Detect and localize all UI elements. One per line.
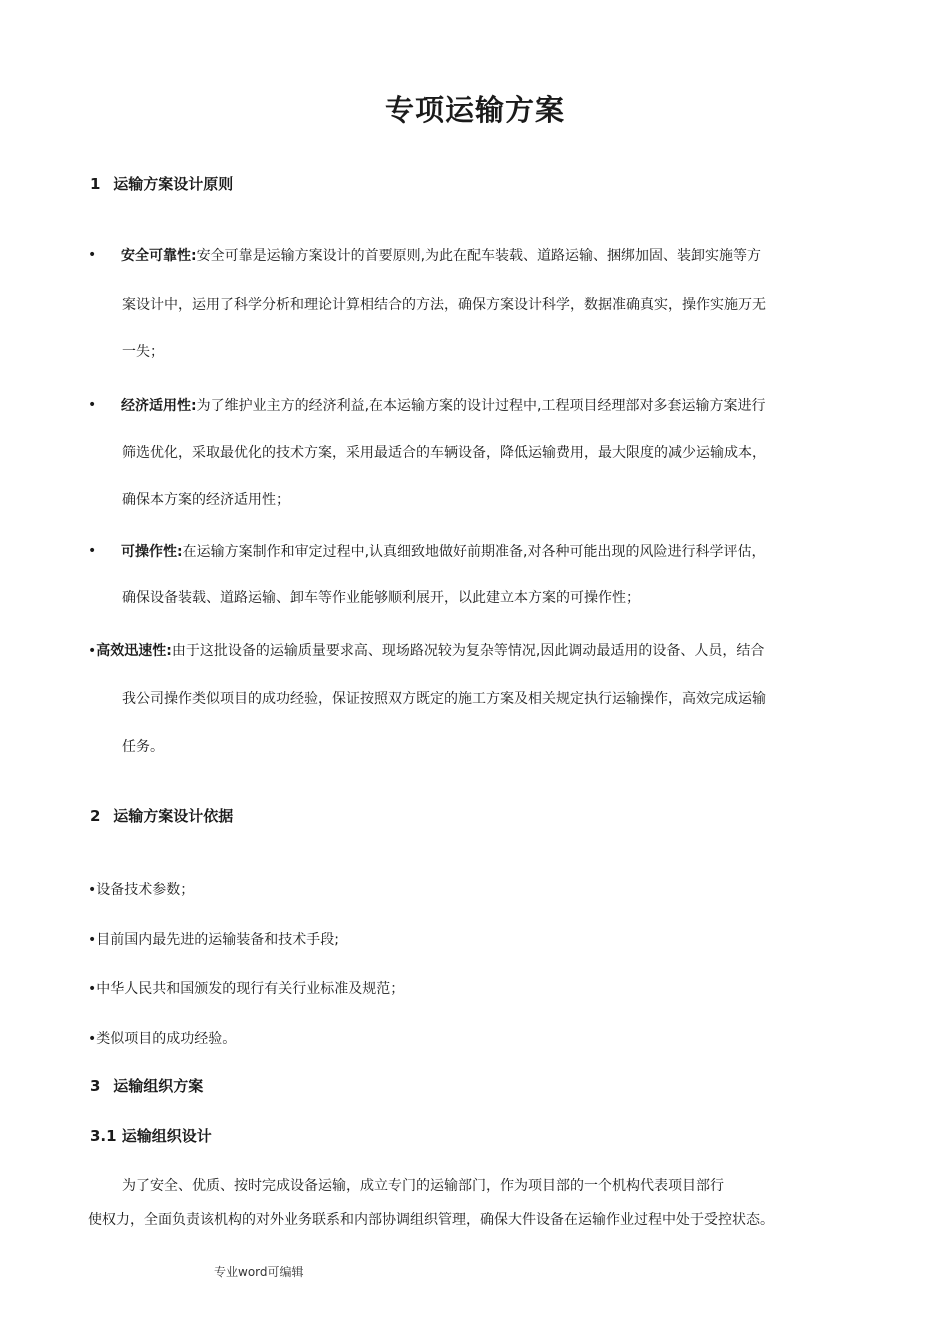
section-number: 3 [90,1077,101,1095]
principle-item-economy [121,395,766,415]
principle-text-line: 筛选优化，采取最优化的技术方案，采用最适合的车辆设备，降低运输费用，最大限度的减少运输成本， [122,445,766,461]
basis-item: •类似项目的成功经验。 [88,1031,237,1047]
principle-text: 为了维护业主方的经济利益,在本运输方案的设计过程中,工程项目经理部对多套运输方案进行 [196,398,766,414]
principle-label: 可操作性: [121,544,183,560]
basis-item: •中华人民共和国颁发的现行有关行业标准及规范； [88,981,405,997]
principle-text-line: 案设计中，运用了科学分析和理论计算相结合的方法，确保方案设计科学，数据准确真实，操作实施万无 [122,297,766,313]
principle-label: 安全可靠性: [121,248,197,264]
basis-item: •设备技术参数； [88,882,195,898]
section-title: 运输组织方案 [113,1077,204,1095]
principle-item-operability [121,541,766,561]
section-number: 1 [90,175,101,193]
bullet-dot: • [88,643,97,659]
section-1-heading [90,173,233,194]
bullet-dot: • [88,397,97,413]
principle-text-line: 确保本方案的经济适用性； [122,492,290,508]
principle-text-line: 我公司操作类似项目的成功经验，保证按照双方既定的施工方案及相关规定执行运输操作，高效完成运输 [122,691,766,707]
principle-text-line: 任务。 [122,739,164,755]
principle-label: 高效迅速性: [96,643,172,659]
bullet-dot: • [88,247,97,263]
principle-item-efficiency [88,640,764,660]
paragraph-line: 为了安全、优质、按时完成设备运输，成立专门的运输部门，作为项目部的一个机构代表项目部行 [122,1178,724,1194]
document-title: 专项运输方案 [384,93,565,127]
principle-text: 在运输方案制作和审定过程中,认真细致地做好前期准备,对各种可能出现的风险进行科学评估， [182,544,766,560]
section-3-heading [90,1075,203,1096]
bullet-dot: • [88,543,97,559]
principle-text: 安全可靠是运输方案设计的首要原则,为此在配车装载、道路运输、捆绑加固、装卸实施等方 [196,248,762,264]
section-2-heading [90,805,233,826]
section-title: 运输方案设计依据 [113,807,234,825]
principle-text-line: 一失； [122,344,164,360]
principle-text-line: 确保设备装载、道路运输、卸车等作业能够顺利展开，以此建立本方案的可操作性； [122,590,640,606]
principle-text: 由于这批设备的运输质量要求高、现场路况较为复杂等情况,因此调动最适用的设备、人员，结合 [171,643,765,659]
section-title: 运输方案设计原则 [113,175,234,193]
paragraph-line: 使权力，全面负责该机构的对外业务联系和内部协调组织管理，确保大件设备在运输作业过程中处于受控状态。 [88,1212,774,1228]
principle-item-safety [121,245,761,265]
footer-note: 专业word可编辑 [214,1265,304,1279]
basis-item: •目前国内最先进的运输装备和技术手段; [88,932,339,948]
principle-label: 经济适用性: [121,398,197,414]
section-number: 2 [90,807,101,825]
subsection-3-1-heading: 3.1 运输组织设计 [90,1127,212,1145]
